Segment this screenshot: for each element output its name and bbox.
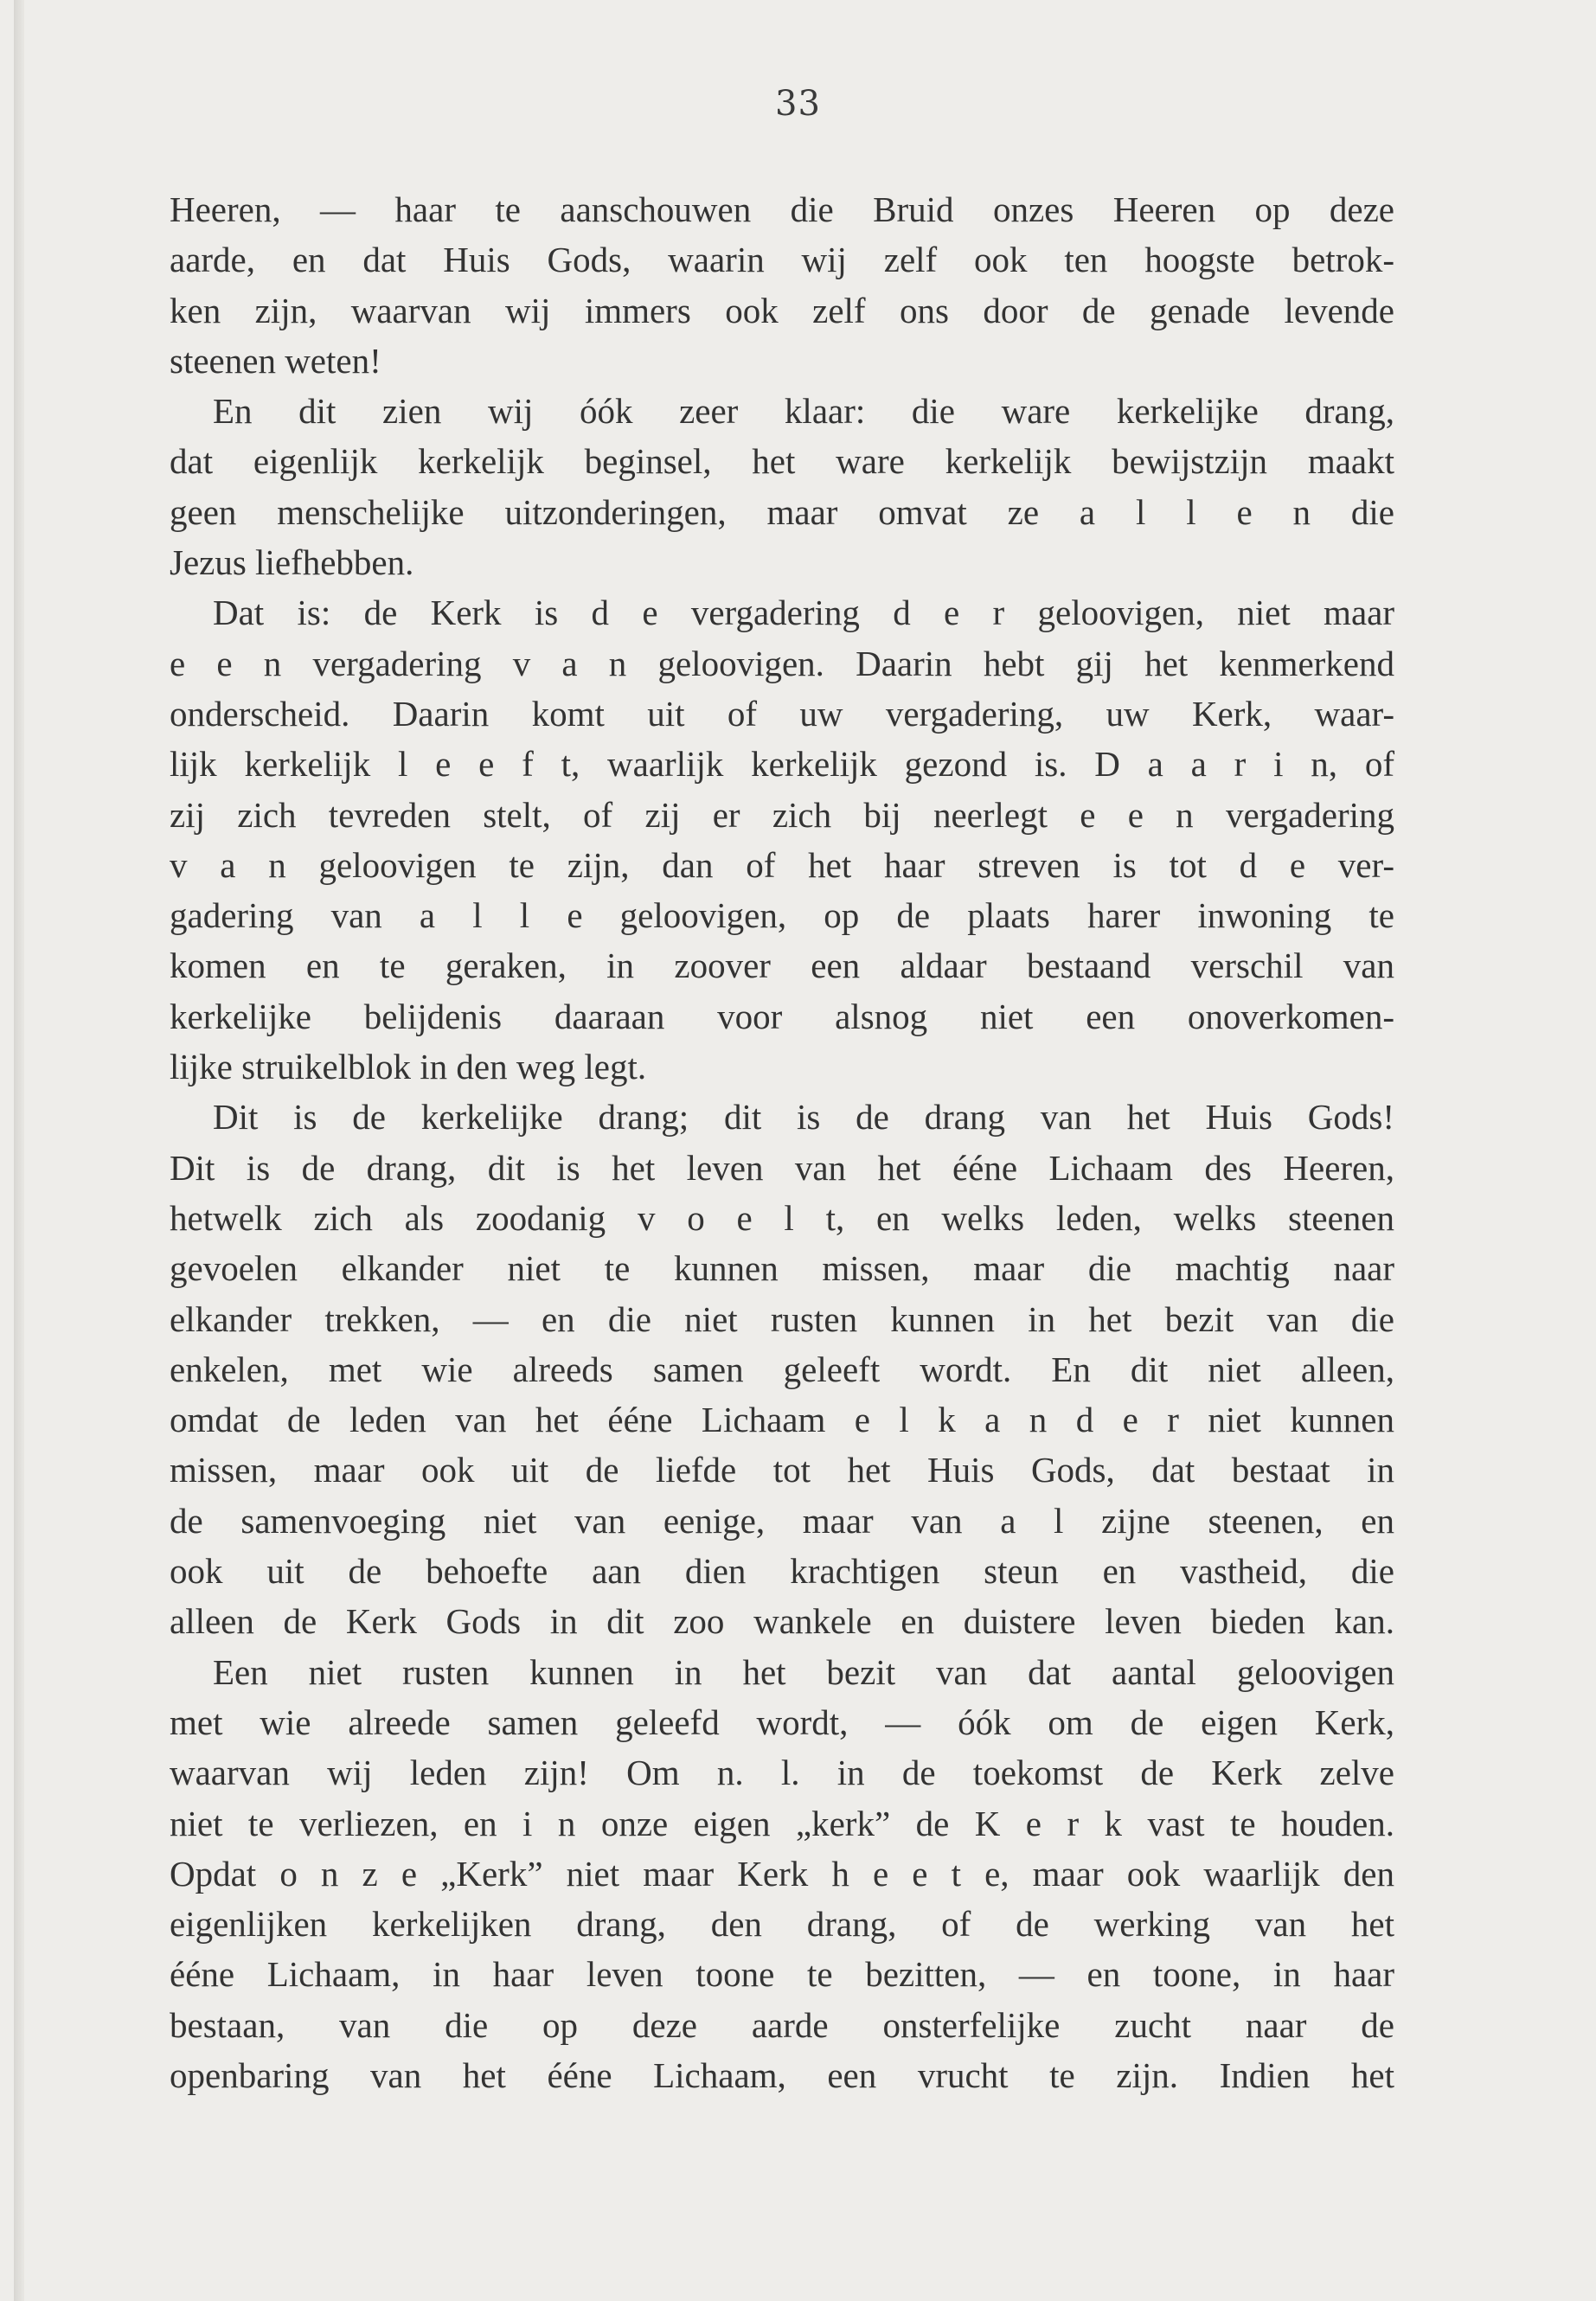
text-line: geen menschelijke uitzonderingen, maar omvat ze a l l e n die: [170, 491, 1394, 532]
text-line: niet te verliezen, en i n onze eigen „kerk” de K e r k vast te houden.: [170, 1803, 1394, 1843]
text-line: Opdat o n z e „Kerk” niet maar Kerk h e e t e, maar ook waarlijk den: [170, 1853, 1394, 1894]
text-line: elkander trekken, — en die niet rusten kunnen in het bezit van die: [170, 1298, 1394, 1339]
text-line: missen, maar ook uit de liefde tot het Huis Gods, dat bestaat in: [170, 1450, 1394, 1490]
text-line: zij zich tevreden stelt, of zij er zich bij neerlegt e e n vergadering: [170, 794, 1394, 835]
text-line: steenen weten!: [170, 340, 381, 381]
text-line: enkelen, met wie alreeds samen geleeft wordt. En dit niet alleen,: [170, 1349, 1394, 1389]
text-line: Jezus liefhebben.: [170, 542, 414, 583]
text-line: Dit is de kerkelijke drang; dit is de drang van het Huis Gods!: [213, 1097, 1394, 1138]
text-line: openbaring van het ééne Lichaam, een vrucht te zijn. Indien het: [170, 2054, 1394, 2095]
text-line: aarde, en dat Huis Gods, waarin wij zelf ook ten hoogste betrok-: [170, 240, 1394, 280]
text-line: kerkelijke belijdenis daaraan voor alsnog niet een onoverkomen-: [170, 996, 1394, 1036]
text-line: ken zijn, waarvan wij immers ook zelf ons door de genade levende: [170, 290, 1394, 330]
text-line: Dat is: de Kerk is d e vergadering d e r geloovigen, niet maar: [213, 593, 1394, 633]
text-line: de samenvoeging niet van eenige, maar van a l zijne steenen, en: [170, 1500, 1394, 1541]
text-line: lijk kerkelijk l e e f t, waarlijk kerkelijk gezond is. D a a r i n, of: [170, 744, 1394, 785]
text-line: met wie alreede samen geleefd wordt, — óók om de eigen Kerk,: [170, 1702, 1394, 1742]
text-line: alleen de Kerk Gods in dit zoo wankele en duistere leven bieden kan.: [170, 1601, 1394, 1642]
text-line: hetwelk zich als zoodanig v o e l t, en welks leden, welks steenen: [170, 1197, 1394, 1238]
text-line: v a n geloovigen te zijn, dan of het haar streven is tot d e ver-: [170, 844, 1394, 885]
text-line: ook uit de behoefte aan dien krachtigen steun en vastheid, die: [170, 1551, 1394, 1592]
text-line: eigenlijken kerkelijken drang, den drang, of de werking van het: [170, 1904, 1394, 1945]
text-line: bestaan, van die op deze aarde onsterfelijke zucht naar de: [170, 2004, 1394, 2045]
text-line: Dit is de drang, dit is het leven van het ééne Lichaam des Heeren,: [170, 1147, 1394, 1188]
text-line: Heeren, — haar te aanschouwen die Bruid onzes Heeren op deze: [170, 189, 1394, 229]
text-line: gevoelen elkander niet te kunnen missen, maar die machtig naar: [170, 1248, 1394, 1289]
text-line: waarvan wij leden zijn! Om n. l. in de toekomst de Kerk zelve: [170, 1753, 1394, 1793]
text-line: omdat de leden van het ééne Lichaam e l k a n d e r niet kunnen: [170, 1400, 1394, 1440]
text-line: lijke struikelblok in den weg legt.: [170, 1047, 647, 1087]
page-binding-edge: [14, 0, 24, 2301]
page-number: 33: [775, 84, 821, 124]
text-line: onderscheid. Daarin komt uit of uw vergadering, uw Kerk, waar-: [170, 693, 1394, 734]
text-line: e e n vergadering v a n geloovigen. Daarin hebt gij het kenmerkend: [170, 643, 1394, 683]
text-line: En dit zien wij óók zeer klaar: die ware kerkelijke drang,: [213, 391, 1394, 432]
body-text: [170, 184, 1394, 2100]
text-line: gadering van a l l e geloovigen, op de plaats harer inwoning te: [170, 895, 1394, 936]
text-line: Een niet rusten kunnen in het bezit van dat aantal geloovigen: [213, 1651, 1394, 1692]
text-line: ééne Lichaam, in haar leven toone te bezitten, — en toone, in haar: [170, 1954, 1394, 1995]
text-line: komen en te geraken, in zoover een aldaar bestaand verschil van: [170, 945, 1394, 986]
text-line: dat eigenlijk kerkelijk beginsel, het ware kerkelijk bewijstzijn maakt: [170, 441, 1394, 482]
